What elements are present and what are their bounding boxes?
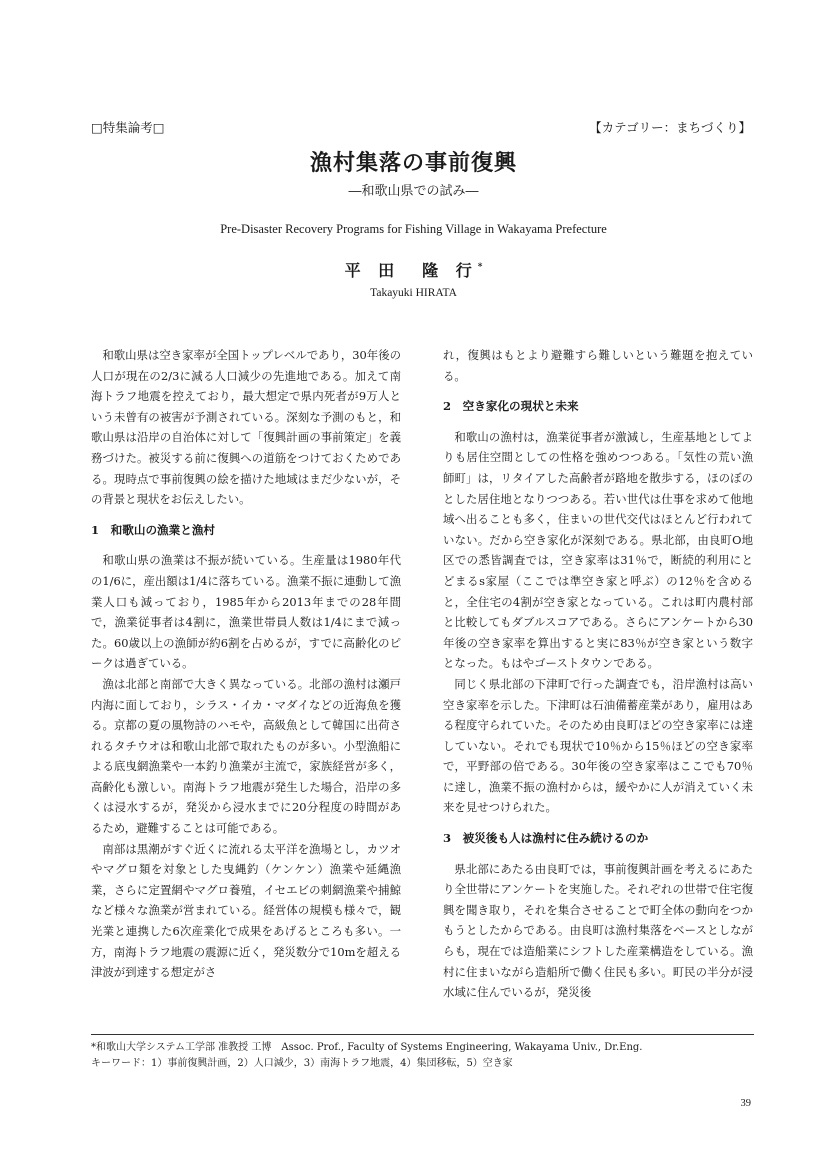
author-mark: * (477, 262, 483, 273)
body-paragraph: 漁は北部と南部で大きく異なっている。北部の漁村は瀬戸内海に面しており，シラス・イカ・マダイなどの近海魚を獲る。京都の夏の風物詩のハモや，高級魚として韓国に出荷されるタチウオは和歌山北部で取れたものが多い。小型漁船による底曳網漁業や一本釣り漁業が主流で，家族経営が多く，高齢化も激しい。南海トラフ地震が発生した場合，沿岸の多くは浸水するが，発災から浸水までに20分程度の時間があるため，避難することは可能である。 (91, 676, 401, 836)
english-title: Pre-Disaster Recovery Programs for Fishing Village in Wakayama Prefecture (220, 222, 607, 236)
body-paragraph: 和歌山県の漁業は不振が続いている。生産量は1980年代の1/6に，産出額は1/4に落ちている。漁業不振に連動して漁業人口も減っており，1985年から2013年までの28年間で，漁業従事者は4割に，漁業世帯員人数は1/4にまで減った。60歳以上の漁師が約6割を占めるが，すでに高齢化のピークは過ぎている。 (91, 553, 401, 671)
abstract-paragraph: 和歌山県は空き家率が全国トップレベルであり，30年後の人口が現在の2/3に減る人口減少の先進地である。加えて南海トラフ地震を控えており，最大想定で県内死者が9万人という未曾有の被害が予測されている。深刻な予測のもと，和歌山県は沿岸の自治体に対して「復興計画の事前策定」を義務づけた。被災する前に復興への道筋をつけておくためである。現時点で事前復興の絵を描けた地域はまだ少ないが，その背景と現状をお伝えしたい。 (91, 348, 401, 507)
left-column (91, 345, 401, 983)
body-paragraph: 南部は黒潮がすぐ近くに流れる太平洋を漁場とし，カツオやマグロ類を対象とした曳縄釣（ケンケン）漁業や延縄漁業，さらに定置網やマグロ養殖，イセエビの刺網漁業や捕鯨など様々な漁業が営まれている。経営体の規模も様々で，観光業と連携した6次産業化で成果をあげるところも多い。一方，南海トラフ地震の震源に近く，発災数分で10mを超える津波が到達する想定がさ (91, 841, 401, 980)
author-affiliation: *和歌山大学システム工学部 准教授 工博 Assoc. Prof., Faculty of Systems Engineering, Wakayama Univ., Dr.Eng. (91, 1042, 643, 1053)
category-label: 【カテゴリー：まちづくり】 (589, 120, 751, 135)
body-paragraph: 和歌山の漁村は，漁業従事者が激減し，生産基地としてよりも居住空間としての性格を強めつつある。「気性の荒い漁師町」は，リタイアした高齢者が路地を散歩する，ほのぼのとした居住地となりつつある。若い世代は仕事を求めて他地域へ出ることも多く，住まいの世代交代はほとんど行われていない。だから空き家化が深刻である。県北部，由良町O地区での悉皆調査では，空き家率は31％で，断続的利用にとどまるs家屋（ここでは準空き家と呼ぶ）の12％を含めると，全住宅の4割が空き家となっている。これは町内農村部と比較してもダブルスコアである。さらにアンケートから30年後の空き家率を算出すると実に83％が空き家という数字となった。もはやゴーストタウンである。 (443, 429, 753, 671)
keywords: キーワード：1）事前復興計画，2）人口減少，3）南海トラフ地震，4）集団移転，5）空き家 (91, 1058, 513, 1069)
right-column (443, 345, 753, 1003)
page-number: 39 (740, 1098, 751, 1109)
section-2-heading: 2 空き家化の現状と未来 (443, 399, 579, 414)
section-3-heading: 3 被災後も人は漁村に住み続けるのか (443, 831, 649, 846)
author-name-en: Takayuki HIRATA (370, 287, 457, 299)
body-paragraph: 県北部にあたる由良町では，事前復興計画を考えるにあたり全世帯にアンケートを実施した。それぞれの世帯で住宅復興を聞き取り，それを集合させることで町全体の動向をつかもうとしたからである。由良町は漁村集落をベースとしながらも，現在では造船業にシフトした産業構造をしている。漁村に住まいながら造船所で働く住民も多い。町民の半分が浸水域に住んでいるが，発災後 (443, 861, 753, 1000)
author-name-text: 平 田 隆 行 (344, 261, 478, 280)
page-subtitle: ―和歌山県での試み― (348, 184, 479, 199)
section-label: □特集論考□ (91, 120, 165, 135)
body-paragraph: 同じく県北部の下津町で行った調査でも，沿岸漁村は高い空き家率を示した。下津町は石油備蓄産業があり，雇用はある程度守られていた。そのため由良町ほどの空き家率には達していない。それでも現状で10％から15％ほどの空き家率で，平野部の倍である。30年後の空き家率はここでも70％に達し，漁業不振の漁村からは，緩やかに人が消えていく未来を見せつけられた。 (443, 676, 753, 815)
page-title: 漁村集落の事前復興 (309, 150, 517, 176)
continuation-paragraph: れ，復興はもとより避難すら難しいという難題を抱えている。 (443, 348, 753, 383)
footnote-divider (91, 1034, 754, 1035)
section-1-heading: 1 和歌山の漁業と漁村 (91, 522, 216, 537)
author-name (0, 258, 827, 281)
